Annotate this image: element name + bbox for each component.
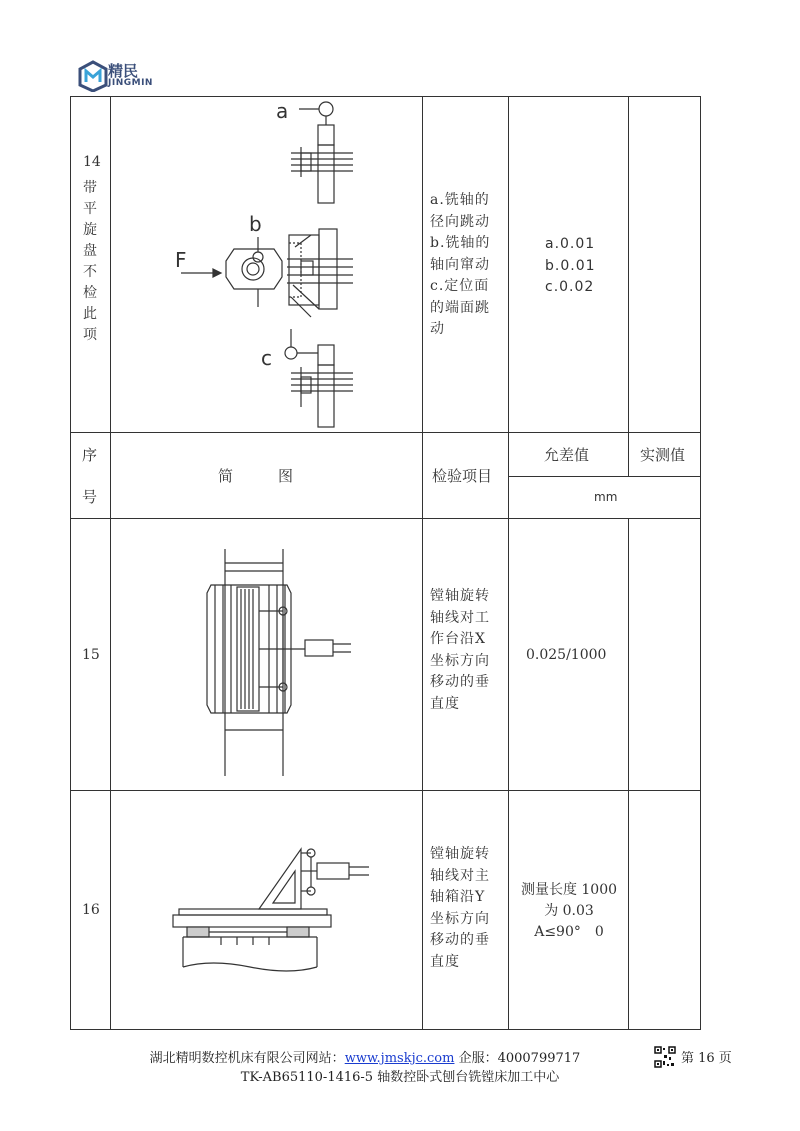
footer-service: 企服：4000799717: [458, 1051, 581, 1066]
row16-tolerance-line: 为 0.03: [544, 903, 594, 919]
row14-tolerance-line: a.0.01: [545, 236, 596, 252]
row14-note-vertical: [80, 178, 100, 346]
row14-item-line: 动: [430, 321, 445, 337]
row15-items: [430, 586, 508, 715]
row14-item-line: b.铣轴的: [430, 235, 491, 251]
row15-item-line: 移动的垂: [430, 674, 490, 690]
row14-item-line: 径向跳动: [430, 213, 490, 230]
row16-tolerance-line: A≤90° 0: [534, 924, 604, 940]
header-diagram: 简 图: [218, 467, 294, 485]
header-no-2: 号: [82, 488, 98, 506]
footer-line-1: [0, 1047, 800, 1066]
jingmin-logo-icon: [78, 60, 108, 92]
row14-note-char: 不: [83, 264, 97, 280]
page-number: 第 16 页: [681, 1051, 732, 1066]
logo-en-text: JINGMIN: [108, 78, 153, 88]
label-f: F: [175, 248, 187, 272]
label-a: a: [276, 99, 289, 123]
row16-item-line: 轴线对主: [430, 867, 490, 884]
header-no-1: 序: [82, 446, 98, 464]
row16-item-line: 坐标方向: [430, 910, 490, 927]
label-b: b: [249, 212, 262, 236]
footer-model: TK-AB65110-1416-5 轴数控卧式刨台铣镗床加工中心: [240, 1070, 560, 1085]
logo-cn-text: 精民: [108, 62, 139, 80]
footer-company: 湖北精明数控机床有限公司网站：: [149, 1051, 345, 1066]
row14-note-char: 平: [83, 201, 97, 217]
row15-item-line: 坐标方向: [430, 652, 490, 669]
row14-items: [430, 190, 508, 341]
label-c: c: [261, 346, 272, 370]
qr-code-icon: [654, 1046, 676, 1068]
row14-tolerance-line: b.0.01: [545, 257, 596, 274]
row14-note-char: 项: [83, 327, 97, 343]
row16-items: [430, 844, 508, 973]
row15-tolerance: 0.025/1000: [526, 647, 607, 663]
row16-item-line: 直度: [430, 953, 460, 970]
row14-tolerances: [545, 234, 625, 299]
header-tolerance: 允差值: [544, 446, 590, 464]
row15-item-line: 作台沿X: [430, 631, 486, 647]
row14-no: 14: [83, 154, 101, 170]
row16-no: 16: [82, 902, 100, 918]
row14-item-line: c.定位面: [430, 278, 490, 294]
row14-note-char: 此: [83, 306, 97, 322]
row16-item-line: 镗轴旋转: [430, 846, 490, 862]
row16-item-line: 轴箱沿Y: [430, 889, 486, 905]
row16-item-line: 移动的垂: [430, 932, 490, 948]
row14-item-line: 的端面跳: [430, 299, 490, 316]
header-measured: 实测值: [640, 446, 686, 464]
header-unit: mm: [594, 490, 618, 504]
row16-tolerance-line: 测量长度 1000: [520, 882, 618, 898]
footer-website-link[interactable]: www.jmskjc.com: [344, 1051, 455, 1066]
row14-item-line: 轴向窜动: [430, 256, 490, 273]
row16-tolerance: [510, 880, 628, 943]
row14-note-char: 带: [83, 180, 97, 196]
row15-item-line: 镗轴旋转: [430, 588, 490, 604]
row14-note-char: 旋: [83, 222, 97, 238]
row14-note-char: 检: [83, 285, 97, 301]
row14-tolerance-line: c.0.02: [545, 279, 595, 295]
row14-item-line: a.铣轴的: [430, 192, 490, 208]
row14-note-char: 盘: [83, 243, 97, 259]
row14-diagram: [111, 97, 422, 432]
row15-item-line: 直度: [430, 695, 460, 712]
row15-diagram: [111, 519, 422, 790]
inspection-table: [70, 96, 701, 1030]
row15-no: 15: [82, 647, 100, 663]
row15-item-line: 轴线对工: [430, 609, 490, 626]
row16-diagram: [111, 791, 422, 1029]
header-item: 检验项目: [432, 467, 493, 485]
